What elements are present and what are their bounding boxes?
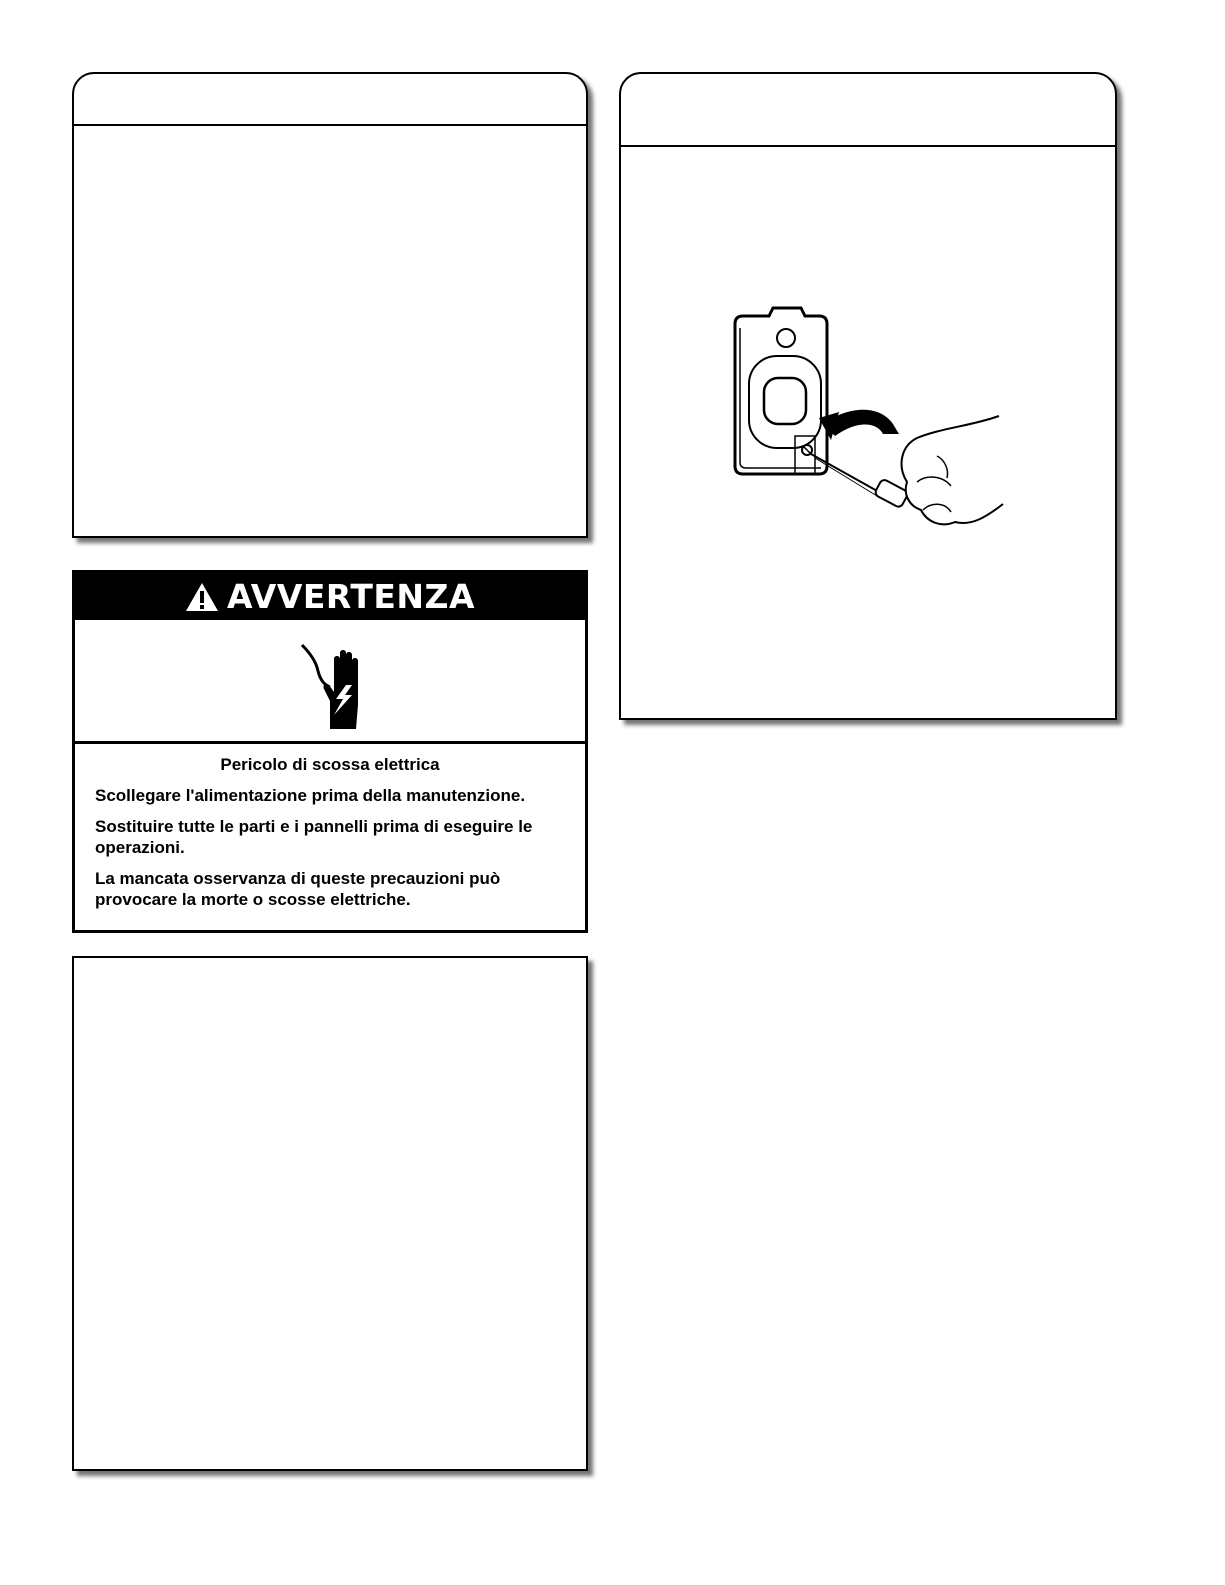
warning-line-replace-parts: Sostituire tutte le parti e i pannelli prima di eseguire le operazioni. xyxy=(95,817,533,857)
electric-shock-hand-icon xyxy=(280,631,380,731)
warning-line-disconnect: Scollegare l'alimentazione prima della manutenzione. xyxy=(95,786,526,805)
warning-line-consequence: La mancata osservanza di queste precauzioni può provocare la morte o scosse elettriche. xyxy=(95,869,501,909)
warning-box xyxy=(72,570,588,933)
instruction-panel-right xyxy=(619,72,1117,720)
panel-header-divider xyxy=(621,145,1115,147)
warning-header xyxy=(75,573,585,620)
warning-triangle-icon xyxy=(185,582,219,612)
warning-title: Pericolo di scossa elettrica xyxy=(220,755,440,774)
screwdriver-cover-plate-illustration xyxy=(731,306,1021,566)
panel-header-divider xyxy=(74,124,586,126)
instruction-panel-top-left xyxy=(72,72,588,538)
warning-symbol-area xyxy=(75,620,585,744)
warning-header-text: AVVERTENZA xyxy=(227,577,475,616)
instruction-panel-bottom-left xyxy=(72,956,588,1471)
